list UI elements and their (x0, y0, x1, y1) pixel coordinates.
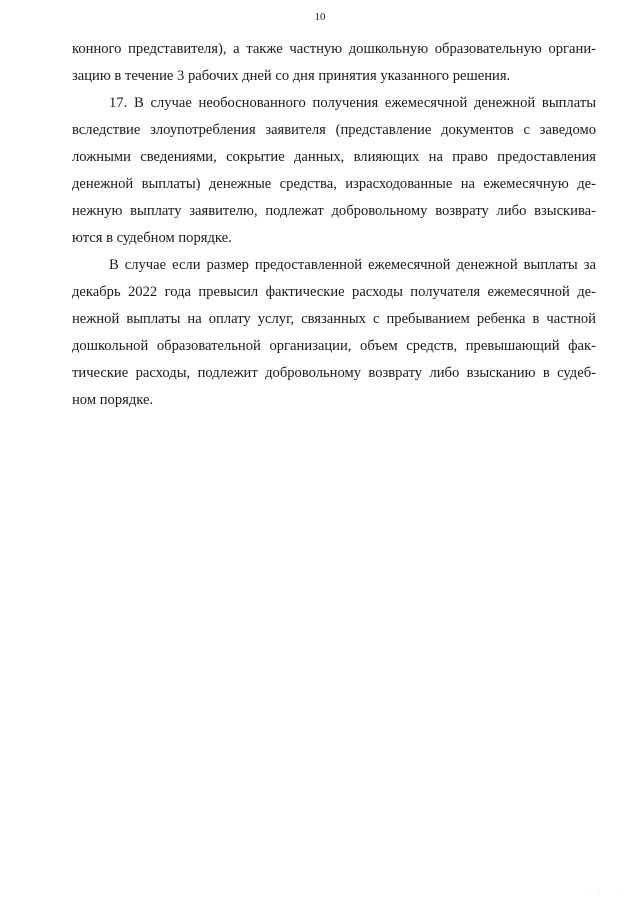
paragraph-december-2022 (72, 252, 596, 414)
text-line: конного представителя), а также частную дошкольную образовательную органи- (72, 41, 596, 57)
text-line: нежную выплату заявителю, подлежат добровольному возврату либо взыскива- (72, 203, 596, 219)
text-line: денежной выплаты) денежные средства, израсходованные на ежемесячную де- (72, 176, 596, 192)
text-line: декабрь 2022 года превысил фактические расходы получателя ежемесячной де- (72, 284, 596, 300)
text-line: нежной выплаты на оплату услуг, связанных с пребыванием ребенка в частной (72, 311, 596, 327)
paragraph-17 (72, 90, 596, 252)
text-line: вследствие злоупотребления заявителя (представление документов с заведомо (72, 122, 596, 138)
text-line: В случае если размер предоставленной ежемесячной денежной выплаты за (109, 257, 596, 273)
page-number: 10 (314, 11, 326, 23)
text-line: тические расходы, подлежит добровольному возврату либо взысканию в судеб- (72, 365, 596, 381)
text-line: ном порядке. (72, 392, 154, 408)
scan-artifact: · · · (589, 891, 622, 897)
document-body (72, 36, 596, 414)
text-line: ложными сведениями, сокрытие данных, влияющих на право предоставления (72, 149, 596, 165)
text-line: дошкольной образовательной организации, объем средств, превышающий фак- (72, 338, 596, 354)
text-line: 17. В случае необоснованного получения ежемесячной денежной выплаты (109, 95, 596, 111)
text-line: зацию в течение 3 рабочих дней со дня принятия указанного решения. (72, 68, 511, 84)
text-line: ются в судебном порядке. (72, 230, 232, 246)
paragraph-continuation (72, 36, 596, 90)
